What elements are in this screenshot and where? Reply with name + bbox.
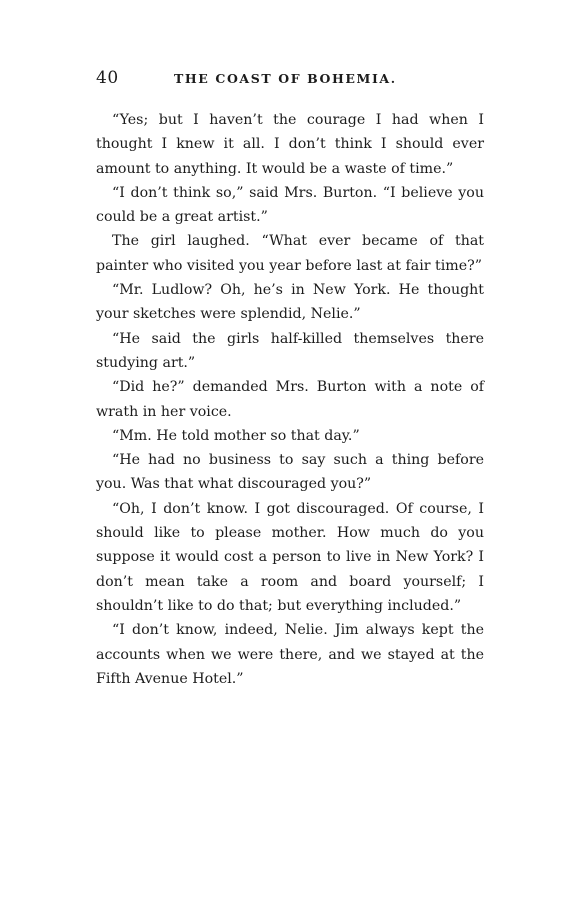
page-number: 40: [96, 68, 119, 88]
paragraph: “He had no business to say such a thing before you. Was that what discouraged you?”: [96, 452, 484, 493]
paragraph: The girl laughed. “What ever became of that painter who visited you year before last at fair time?”: [96, 233, 484, 274]
paragraph: “Did he?” demanded Mrs. Burton with a note of wrath in her voice.: [96, 379, 484, 420]
body-text: [96, 108, 484, 691]
paragraph: “Oh, I don’t know. I got discouraged. Of course, I should like to please mother. How much do you suppose it would cost a person to live in New York? I don’t mean take a room and board yourself; I shouldn’t like to do that; but everything included.”: [96, 500, 484, 614]
paragraph: “Mr. Ludlow? Oh, he’s in New York. He thought your sketches were splendid, Nelie.”: [96, 282, 484, 323]
running-head: THE COAST OF BOHEMIA.: [174, 71, 397, 86]
paragraph: “I don’t think so,” said Mrs. Burton. “I believe you could be a great artist.”: [96, 184, 484, 226]
page-header: [96, 68, 484, 88]
paragraph: “Mm. He told mother so that day.”: [112, 427, 360, 444]
paragraph: “He said the girls half-killed themselves there studying art.”: [96, 330, 484, 371]
paragraph: “Yes; but I haven’t the courage I had when I thought I knew it all. I don’t think I should ever amount to anything. It would be a waste of time.”: [96, 112, 484, 177]
paragraph: “I don’t know, indeed, Nelie. Jim always kept the accounts when we were there, and we stayed at the Fifth Avenue Hotel.”: [96, 622, 484, 687]
